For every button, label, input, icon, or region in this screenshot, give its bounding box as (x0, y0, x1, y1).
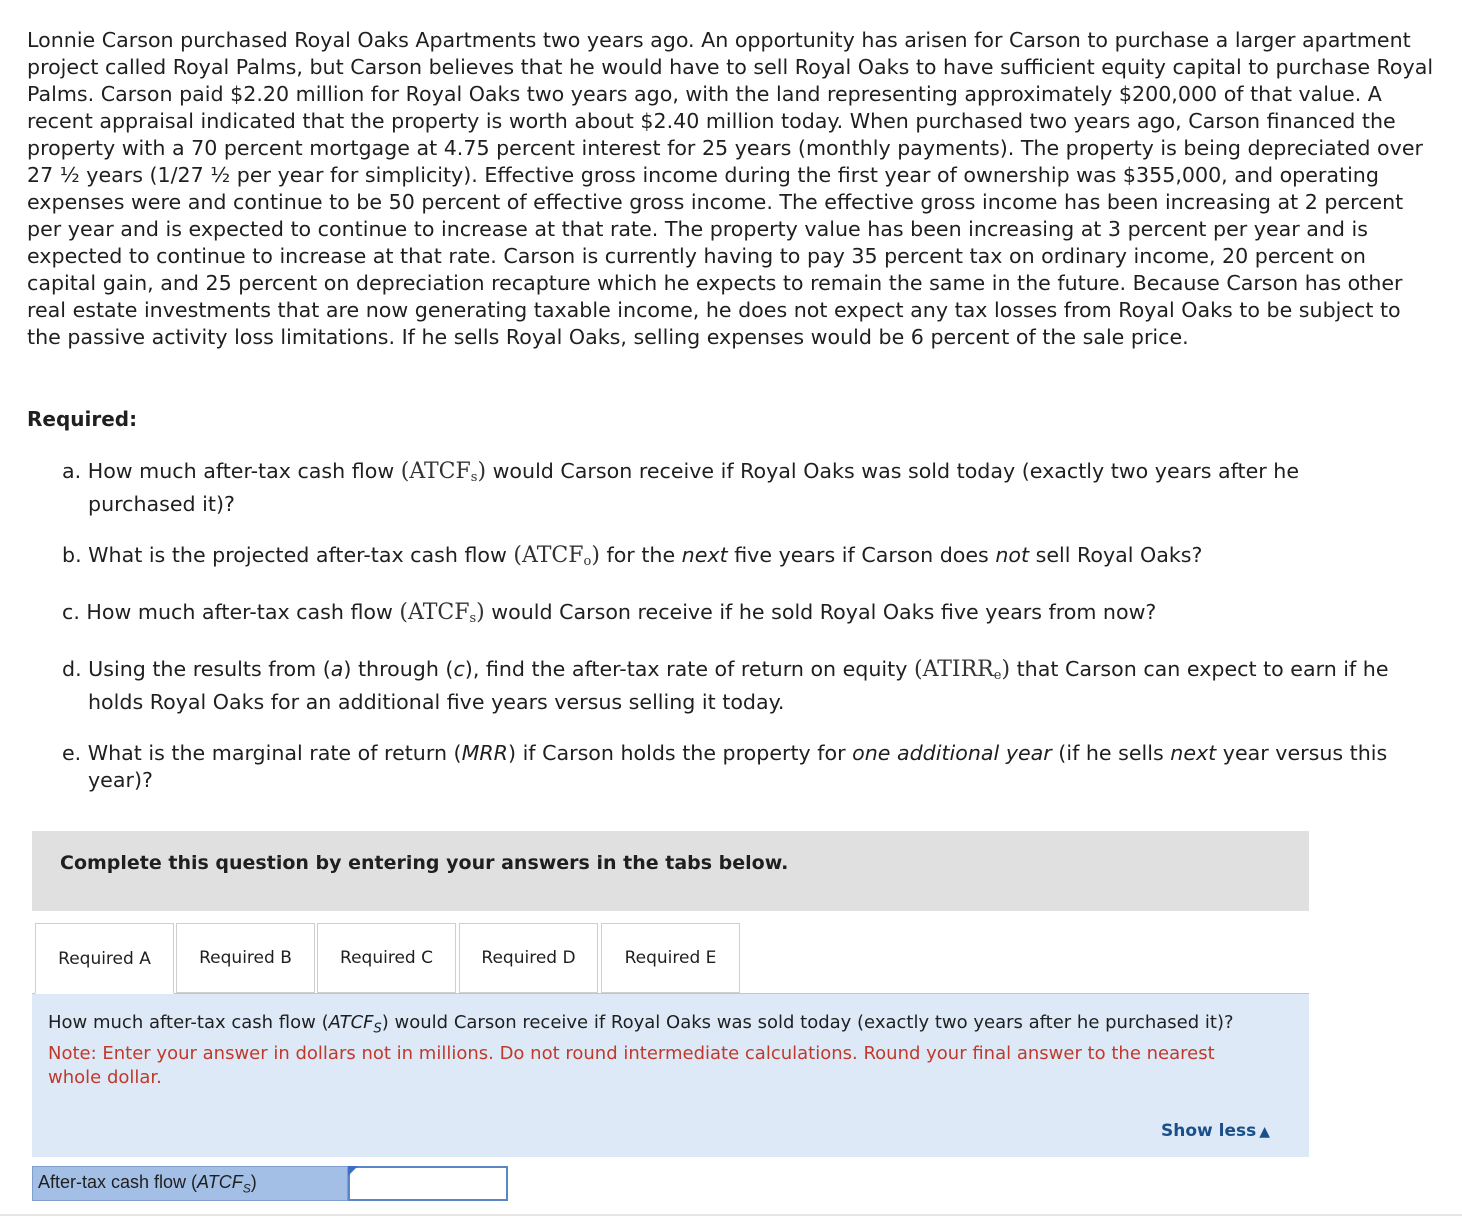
question-e-text-3: (if he sells (1051, 741, 1171, 765)
panel-question-text: How much after-tax cash flow ( (48, 1012, 329, 1033)
question-e (62, 740, 1412, 794)
answer-label (32, 1166, 348, 1201)
tab-required-c[interactable]: Required C (317, 923, 456, 993)
question-b-text-2: for the (599, 543, 682, 567)
tab-required-b[interactable]: Required B (176, 923, 315, 993)
tab-required-d[interactable]: Required D (459, 923, 598, 993)
instructions-banner: Complete this question by entering your answers in the tabs below. (32, 831, 1309, 911)
show-less-label: Show less (1160, 1121, 1257, 1141)
question-c (62, 599, 1156, 632)
atirr-e-math: $(ATIRR_e)$ (913, 657, 1011, 683)
question-d (62, 656, 1412, 716)
question-c-text: c. How much after-tax cash flow (62, 600, 400, 624)
emphasis-one-additional-year: one additional year (852, 741, 1052, 765)
math-subscript: s (469, 611, 477, 626)
emphasis-next: next (681, 543, 728, 567)
atcf-s-answer-input[interactable] (348, 1166, 508, 1201)
required-heading: Required: (27, 407, 138, 431)
panel-math-atcf: ATCF (328, 1012, 374, 1033)
tab-required-a[interactable]: Required A (35, 923, 174, 994)
answer-label-text-2: ) (250, 1172, 257, 1192)
flag-corner-icon (348, 1166, 358, 1176)
math-symbol: ATCF (409, 459, 471, 484)
question-a-text: a. How much after-tax cash flow (62, 459, 401, 483)
question-b-text: b. What is the projected after-tax cash flow (62, 543, 514, 567)
problem-intro: Lonnie Carson purchased Royal Oaks Apartments two years ago. An opportunity has arisen for Carson to purchase a larger apartment project called Royal Palms, but Carson believes that he would have to sell Royal Oaks to have sufficient equity capital to purchase Royal Palms. Carson paid $2.20 million for Royal Oaks two years ago, with the land representing approximately $200,000 of that value. A recent appraisal indicated that the property is worth about $2.40 million today. When purchased two years ago, Carson financed the property with a 70 percent mortgage at 4.75 percent interest for 25 years (monthly payments). The property is being depreciated over 27 ½ years (1/27 ½ per year for simplicity). Effective gross income during the first year of ownership was $355,000, and operating expenses were and continue to be 50 percent of effective gross income. The effective gross income has been increasing at 2 percent per year and is expected to continue to increase at that rate. The property value has been increasing at 3 percent per year and is expected to continue to increase at that rate. Carson is currently having to pay 35 percent tax on ordinary income, 20 percent on capital gain, and 25 percent on depreciation recapture which he expects to remain the same in the future. Because Carson has other real estate investments that are now generating taxable income, he does not expect any tax losses from Royal Oaks to be subject to the passive activity loss limitations. If he sells Royal Oaks, selling expenses would be 6 percent of the sale price. (27, 28, 1434, 349)
question-d-text: d. Using the results from ( (62, 657, 331, 681)
panel-question (48, 1010, 1249, 1042)
question-e-text-2: ) if Carson holds the property for (508, 741, 853, 765)
question-e-text-4: year versus this year)? (88, 741, 1388, 792)
show-less-link[interactable] (1161, 1119, 1270, 1145)
emphasis-next: next (1170, 741, 1217, 765)
panel-note: Note: Enter your answer in dollars not in millions. Do not round intermediate calculations. Round your final answer to the nearest whole dollar. (48, 1042, 1215, 1088)
emphasis-a: a (330, 657, 344, 681)
question-b-text-4: sell Royal Oaks? (1029, 543, 1203, 567)
question-a-text-2: would Carson receive if Royal Oaks was sold today (exactly two years after he purchased it)? (88, 459, 1300, 516)
divider (0, 1214, 1462, 1216)
emphasis-c: c (453, 657, 465, 681)
atcf-s-math: $(ATCF_s)$ (399, 600, 485, 626)
answer-label-math: ATCF (197, 1172, 243, 1192)
math-subscript: e (993, 668, 1002, 683)
question-d-text-2: ) through ( (343, 657, 454, 681)
math-subscript: s (470, 470, 478, 485)
math-subscript: o (583, 554, 592, 569)
atcf-s-math: $(ATCF_s)$ (400, 459, 487, 485)
emphasis-not: not (995, 543, 1030, 567)
answer-label-subscript: S (242, 1181, 251, 1196)
tab-required-e[interactable]: Required E (601, 923, 740, 993)
panel-question-text-2: ) would Carson receive if Royal Oaks was sold today (exactly two years after he purchased it)? (381, 1012, 1234, 1033)
emphasis-mrr: MRR (461, 741, 508, 765)
math-symbol: ATCF (522, 543, 584, 568)
atcf-o-math: $(ATCF_o)$ (513, 543, 600, 569)
question-b-text-3: five years if Carson does (727, 543, 996, 567)
answer-label-text: After-tax cash flow ( (38, 1172, 198, 1192)
question-c-text-2: would Carson receive if he sold Royal Oaks five years from now? (484, 600, 1157, 624)
tab-panel-required-a (32, 993, 1309, 1157)
panel-math-subscript: S (373, 1021, 382, 1037)
question-b (62, 542, 1202, 575)
question-a (62, 458, 1412, 518)
triangle-up-icon: ▲ (1259, 1124, 1270, 1140)
math-symbol: ATCF (408, 600, 470, 625)
question-d-text-3: ), find the after-tax rate of return on equity (464, 657, 914, 681)
math-symbol: ATIRR (922, 657, 994, 682)
question-e-text: e. What is the marginal rate of return ( (62, 741, 462, 765)
question-d-text-4: that Carson can expect to earn if he holds Royal Oaks for an additional five years versus selling it today. (88, 657, 1389, 714)
